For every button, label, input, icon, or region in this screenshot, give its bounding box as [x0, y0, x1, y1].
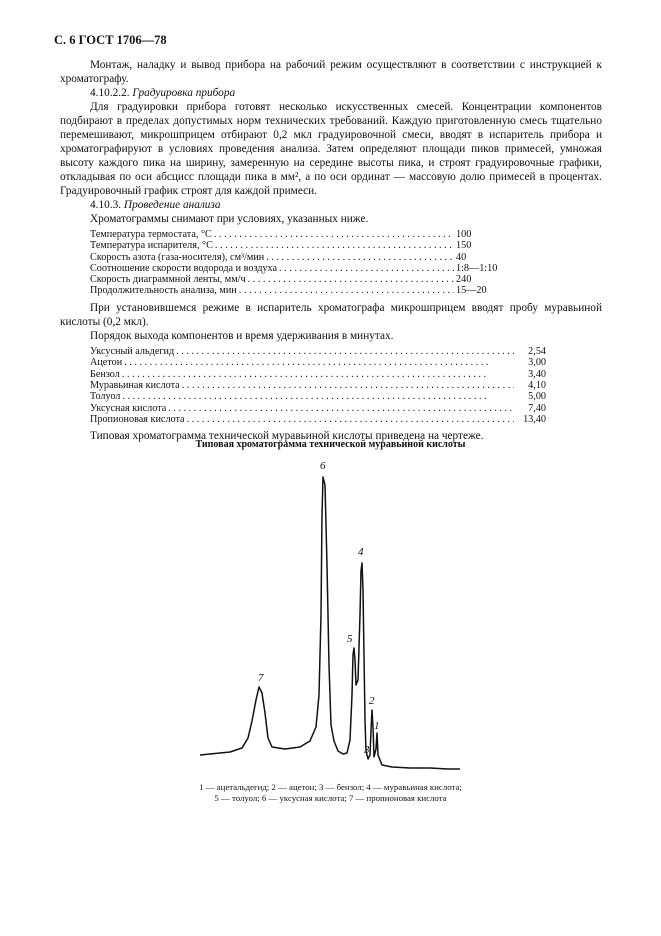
analysis-number: 4.10.3.	[90, 199, 122, 211]
peak-label-3: 3	[364, 744, 370, 756]
chromatogram-trace	[200, 477, 460, 769]
retention-row	[90, 369, 546, 380]
figure-title: Типовая хроматограмма технической муравьиной кислоты	[195, 439, 466, 450]
conditions-row	[90, 285, 496, 296]
retention-list	[90, 346, 546, 426]
retention-name: Толуол	[90, 391, 121, 403]
peak-labels	[258, 460, 380, 756]
condition-value: 100	[456, 229, 472, 240]
condition-name: Температура испарителя, °С	[90, 240, 213, 252]
condition-name: Продолжительность анализа, мин	[90, 285, 237, 297]
peak-label-1: 1	[374, 720, 380, 732]
conditions-row	[90, 274, 496, 285]
peak-label-2: 2	[369, 695, 375, 707]
figure-caption	[0, 782, 661, 804]
condition-name: Соотношение скорости водорода и воздуха	[90, 262, 278, 274]
peak-label-6: 6	[320, 460, 326, 472]
conditions-row	[90, 229, 496, 240]
calibration-number: 4.10.2.2.	[90, 87, 130, 99]
retention-row	[90, 414, 546, 425]
condition-name: Температура термостата, °С	[90, 229, 212, 240]
condition-value: 40	[456, 251, 467, 263]
calibration-paragraph: Для градуировки прибора готовят несколько искусственных смесей. Концентрации компонентов подбирают в пределах допустимых норм технических требований. Каждую приготовленную смесь тщательно перемешивают, микрошприцем отбирают 0,2 мкл градуировочной смеси, вводят в испаритель прибора и хроматографируют в условиях проведения анализа. Затем определяют площади пиков примесей, умножая высоту каждого пика на ширину, замеренную на середине высоты пика, и строят градуировочные графики, откладывая по оси абсцисс площади пика в мм², а по оси ординат — массовую долю примесей в процентах. Градуировочный график строят для каждой примеси.	[60, 101, 602, 197]
retention-name: Муравьиная кислота	[90, 380, 180, 391]
calibration-heading	[60, 86, 602, 100]
page-header: С. 6 ГОСТ 1706—78	[54, 33, 167, 47]
condition-name: Скорость азота (газа-носителя), см³/мин	[90, 251, 265, 263]
conditions-row	[90, 252, 496, 263]
conditions-row	[90, 263, 496, 274]
retention-row	[90, 357, 546, 368]
retention-row	[90, 346, 546, 357]
retention-value: 3,00	[528, 357, 546, 369]
retention-value: 2,54	[528, 345, 546, 357]
retention-value: 3,40	[528, 368, 546, 380]
retention-name: Уксусная кислота	[90, 402, 167, 414]
condition-name: Скорость диаграммной ленты, мм/ч	[90, 274, 246, 286]
chromatogram-figure	[200, 455, 465, 775]
retention-row	[90, 391, 546, 402]
condition-value: 15—20	[456, 285, 487, 297]
caption-line-2: 5 — толуол; 6 — уксусная кислота; 7 — пропионовая кислота	[214, 793, 447, 803]
retention-row	[90, 403, 546, 414]
condition-value: 240	[456, 274, 472, 286]
injection-paragraph: При установившемся режиме в испаритель хроматографа микрошприцем вводят пробу муравьиной кислоты (0,2 мкл).	[60, 301, 602, 328]
retention-name: Уксусный альдегид	[90, 345, 175, 357]
retention-value: 13,40	[523, 414, 546, 426]
retention-name: Бензол	[90, 368, 120, 380]
analysis-title: Проведение анализа	[123, 199, 221, 211]
peak-label-7: 7	[258, 672, 264, 684]
condition-value: 150	[456, 240, 472, 252]
intro-paragraph: Монтаж, наладку и вывод прибора на рабочий режим осуществляют в соответствии с инструкцией к хроматографу.	[60, 59, 602, 85]
conditions-list	[90, 229, 496, 297]
condition-value: 1:8—1:10	[456, 262, 498, 274]
retention-name: Пропионовая кислота	[90, 414, 185, 426]
peak-label-4: 4	[358, 546, 364, 558]
retention-value: 4,10	[528, 380, 546, 391]
retention-row	[90, 380, 546, 391]
caption-line-1: 1 — ацетальдегид; 2 — ацетон; 3 — бензол; 4 — муравьиная кислота;	[199, 782, 462, 792]
retention-name: Ацетон	[90, 357, 123, 369]
figure-reference: Типовая хроматограмма технической муравьиной кислоты приведена на чертеже.	[90, 429, 484, 442]
peak-label-5: 5	[347, 633, 353, 645]
order-intro: Порядок выхода компонентов и время удерживания в минутах.	[90, 329, 394, 342]
conditions-row	[90, 240, 496, 251]
retention-value: 5,00	[528, 391, 546, 403]
analysis-intro: Хроматограммы снимают при условиях, указанных ниже.	[90, 213, 369, 225]
calibration-title: Градуировка прибора	[132, 87, 236, 99]
analysis-heading	[60, 198, 602, 212]
retention-value: 7,40	[528, 402, 546, 414]
main-text	[60, 58, 602, 443]
